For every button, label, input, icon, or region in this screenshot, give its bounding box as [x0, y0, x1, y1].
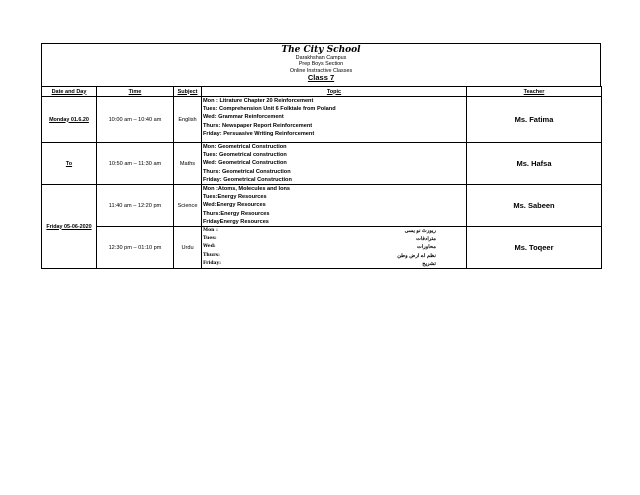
- topic-line: Friday: Geometrical Construction: [203, 176, 292, 183]
- school-name: The City School: [281, 45, 361, 55]
- topic-text: محاورات: [416, 244, 436, 251]
- topic-day: Thurs:: [203, 252, 220, 258]
- table-row: [42, 143, 602, 185]
- topic-day: Friday:: [203, 260, 221, 266]
- topic-line: Thurs: Newspaper Report Reinforcement: [203, 122, 313, 129]
- time-cell: 11:40 am – 12:20 pm: [97, 185, 174, 227]
- topic-day: Tues:: [203, 236, 217, 242]
- date-end-cell: [42, 185, 97, 269]
- topic-text: ریورٹ نو یسی: [404, 228, 436, 235]
- topic-line: Wed: Grammar Reinforcement: [203, 114, 284, 121]
- header-row: [42, 87, 602, 97]
- topic-line: Tues:Energy Resources: [203, 194, 267, 201]
- teacher-cell: Ms. Sabeen: [467, 185, 602, 227]
- date-end: Friday 05-06-2020: [46, 223, 92, 230]
- topic-line: Tues: Geometrical construction: [203, 152, 287, 159]
- subject-cell: Urdu: [174, 227, 202, 269]
- topic-line: FridayEnergy Resources: [203, 218, 269, 225]
- subject-cell: Maths: [174, 143, 202, 185]
- topic-line: Wed:Energy Resources: [203, 202, 266, 209]
- topic-line: [203, 260, 466, 268]
- topic-line: [203, 252, 466, 260]
- topic-cell: [202, 97, 467, 143]
- section-name: Prep Boys Section: [298, 61, 344, 68]
- teacher-cell: Ms. Toqeer: [467, 227, 602, 269]
- topic-day: Wed:: [203, 244, 216, 250]
- table-row: [42, 227, 602, 269]
- subject-cell: English: [174, 97, 202, 143]
- topic-line: [203, 227, 466, 235]
- topic-line: Mon :Atoms, Molecules and Ions: [203, 186, 291, 193]
- subject-cell: Science: [174, 185, 202, 227]
- col-header-time: Time: [97, 87, 174, 97]
- topic-text: تشریح: [422, 260, 436, 267]
- table-row: [42, 97, 602, 143]
- topic-line: [203, 243, 466, 251]
- time-cell: 10:00 am – 10:40 am: [97, 97, 174, 143]
- col-header-topic: Topic: [202, 87, 467, 97]
- topic-line: Friday: Persuasive Writing Reinforcement: [203, 130, 315, 137]
- topic-cell: [202, 227, 467, 269]
- timetable-header: [41, 43, 601, 86]
- time-cell: 12:30 pm – 01:10 pm: [97, 227, 174, 269]
- col-header-subject: Subject: [174, 87, 202, 97]
- col-header-date: Date and Day: [42, 87, 97, 97]
- program-name: Online Instractive Classes: [289, 67, 353, 74]
- date-to: To: [42, 143, 97, 185]
- topic-cell: [202, 143, 467, 185]
- topic-cell: [202, 185, 467, 227]
- topic-line: Wed: Geometrical Construction: [203, 160, 287, 167]
- topic-text: مترادفات: [416, 236, 436, 243]
- time-cell: 10:50 am – 11:30 am: [97, 143, 174, 185]
- topic-line: Thurs: Geometrical Construction: [203, 168, 291, 175]
- topic-line: [203, 235, 466, 243]
- topic-line: Thurs:Energy Resources: [203, 210, 270, 217]
- class-title: Class 7: [307, 73, 335, 83]
- topic-text: نظم اے ارض وطن: [397, 252, 436, 259]
- col-header-teacher: Teacher: [467, 87, 602, 97]
- timetable: [41, 86, 602, 269]
- table-row: [42, 185, 602, 227]
- topic-line: Mon : Litrature Chapter 20 Reinforcement: [203, 98, 314, 104]
- campus-name: Darakhshan Campus: [295, 55, 347, 61]
- teacher-cell: Ms. Hafsa: [467, 143, 602, 185]
- timetable-sheet: [41, 43, 601, 269]
- topic-line: Tues: Comprehension Unit 6 Folktale from Poland: [203, 106, 336, 113]
- teacher-cell: Ms. Fatima: [467, 97, 602, 143]
- date-start: Monday 01.6.20: [42, 97, 97, 143]
- topic-line: Mon: Geometrical Construction: [203, 144, 287, 150]
- topic-day: Mon :: [203, 228, 218, 234]
